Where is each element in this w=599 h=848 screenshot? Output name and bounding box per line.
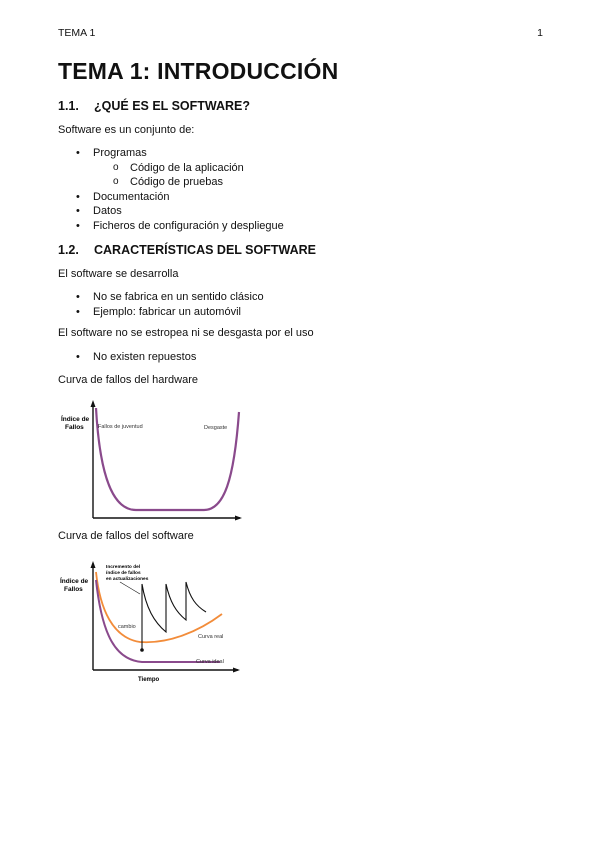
sub-list — [93, 161, 284, 190]
y-axis-label: Fallos — [64, 586, 83, 593]
list-item — [76, 146, 284, 190]
paragraph: Software es un conjunto de: — [58, 124, 195, 136]
early-failure-label: Fallos de juventud — [98, 424, 143, 430]
section-number: 1.2. — [58, 243, 79, 257]
change-point — [140, 648, 144, 652]
list-item: • Ficheros de configuración y despliegue — [76, 219, 284, 234]
annotation-text: Incremento del — [106, 565, 141, 570]
sub-list-item: o Código de la aplicación — [93, 161, 284, 176]
y-axis-arrow — [91, 400, 96, 407]
page-number: 1 — [537, 27, 543, 39]
paragraph: El software se desarrolla — [58, 268, 179, 280]
software-failure-curve-figure — [58, 560, 248, 684]
x-axis-arrow — [233, 668, 240, 673]
y-axis-label: Índice de — [61, 416, 90, 423]
x-axis-label: Tiempo — [138, 677, 160, 683]
list-item-text: Programas — [93, 147, 147, 159]
real-curve — [96, 572, 222, 642]
list-item: • Datos — [76, 204, 284, 219]
annotation-arrow — [120, 582, 140, 594]
change-label: cambio — [118, 624, 136, 630]
sub-list-item: o Código de pruebas — [93, 175, 284, 190]
page-title: TEMA 1: INTRODUCCIÓN — [58, 58, 339, 84]
hardware-failure-curve-figure — [58, 400, 248, 522]
section-heading-1-1 — [58, 99, 250, 113]
bullet-list — [76, 290, 264, 319]
paragraph: El software no se estropea ni se desgasta por el uso — [58, 327, 314, 339]
list-item: • No existen repuestos — [76, 350, 196, 365]
y-axis-label: Fallos — [65, 424, 84, 431]
y-axis-arrow — [91, 561, 96, 568]
list-item: • No se fabrica en un sentido clásico — [76, 290, 264, 305]
annotation-text: índice de fallos — [106, 571, 141, 576]
annotation-text: en actualizaciones — [106, 577, 149, 582]
running-header: TEMA 1 — [58, 27, 96, 39]
list-item: • Ejemplo: fabricar un automóvil — [76, 305, 264, 320]
ideal-curve-label: Curva ideal — [196, 659, 224, 665]
x-axis-arrow — [235, 516, 242, 521]
change-spikes — [142, 582, 206, 650]
bullet-list — [76, 146, 284, 234]
real-curve-label: Curva real — [198, 634, 224, 640]
bullet-list — [76, 350, 196, 365]
section-number: 1.1. — [58, 99, 79, 113]
figure-caption-software: Curva de fallos del software — [58, 530, 194, 542]
ideal-curve — [96, 580, 220, 662]
figure-caption-hardware: Curva de fallos del hardware — [58, 374, 199, 386]
list-item: • Documentación — [76, 190, 284, 205]
section-title: ¿QUÉ ES EL SOFTWARE? — [94, 99, 251, 113]
section-title: CARACTERÍSTICAS DEL SOFTWARE — [94, 243, 316, 257]
y-axis-label: Índice de — [60, 578, 89, 585]
section-heading-1-2 — [58, 243, 316, 257]
wear-out-label: Desgaste — [204, 425, 228, 431]
